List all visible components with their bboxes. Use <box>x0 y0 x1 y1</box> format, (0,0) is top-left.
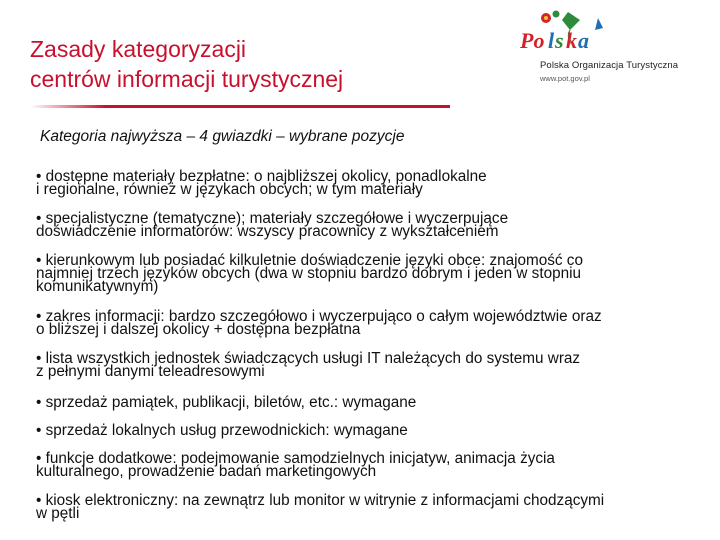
title-divider <box>30 105 450 108</box>
list-item-line: • sprzedaż pamiątek, publikacji, biletów, etc.: wymagane <box>36 394 417 411</box>
svg-text:s: s <box>555 28 564 53</box>
list-item-line: doświadczenie informatorów: wszyscy pracownicy z wykształceniem <box>36 223 499 240</box>
page-title-line-2: centrów informacji turystycznej <box>30 66 344 92</box>
list-item <box>36 494 714 520</box>
logo-wordmark: Po <box>520 28 545 53</box>
list-item <box>36 452 714 478</box>
list-item-line: • kiosk elektroniczny: na zewnątrz lub monitor w witrynie z informacjami chodzącymi <box>36 492 605 509</box>
logo-url: www.pot.gov.pl <box>540 74 590 83</box>
page-title <box>30 34 470 94</box>
list-item <box>36 310 714 336</box>
list-item-line: • dostępne materiały bezpłatne: o najbliższej okolicy, ponadlokalne <box>36 168 487 185</box>
list-item-line: • funkcje dodatkowe: podejmowanie samodzielnych inicjatyw, animacja życia <box>36 450 555 467</box>
section-subtitle: Kategoria najwyższa – 4 gwiazdki – wybrane pozycje <box>40 128 405 145</box>
list-item <box>36 396 714 409</box>
list-item-line: • zakres informacji: bardzo szczegółowo i wyczerpująco o całym województwie oraz <box>36 308 602 325</box>
list-item-line: • kierunkowym lub posiadać kilkuletnie doświadczenie języki obce: znajomość co <box>36 252 583 269</box>
svg-text:a: a <box>578 28 589 53</box>
list-item <box>36 212 714 238</box>
list-item-line: i regionalne, również w językach obcych; w tym materiały <box>36 181 423 198</box>
list-item <box>36 254 714 293</box>
list-item <box>36 170 714 196</box>
logo-org-name: Polska Organizacja Turystyczna <box>540 60 679 71</box>
pot-logo <box>500 8 710 90</box>
list-item-line: najmniej trzech języków obcych (dwa w stopniu bardzo dobrym i jeden w stopniu <box>36 265 582 282</box>
list-item-line: • sprzedaż lokalnych usług przewodnickich: wymagane <box>36 422 408 439</box>
list-item-line: z pełnymi danymi teleadresowymi <box>36 363 265 380</box>
svg-text:l: l <box>548 28 555 53</box>
polska-logo-icon <box>500 8 610 60</box>
list-item-line: • specjalistyczne (tematyczne); materiały szczegółowe i wyczerpujące <box>36 210 509 227</box>
list-item <box>36 352 714 378</box>
svg-text:k: k <box>566 28 577 53</box>
list-item-line: o bliższej i dalszej okolicy + dostępna bezpłatna <box>36 321 361 338</box>
list-item-line: • lista wszystkich jednostek świadczących usługi IT należących do systemu wraz <box>36 350 581 367</box>
list-item <box>36 424 714 437</box>
list-item-line: kulturalnego, prowadzenie badań marketingowych <box>36 463 377 480</box>
list-item-line: komunikatywnym) <box>36 278 159 295</box>
list-item-line: w pętli <box>36 505 80 522</box>
page-title-line-1: Zasady kategoryzacji <box>30 36 247 62</box>
